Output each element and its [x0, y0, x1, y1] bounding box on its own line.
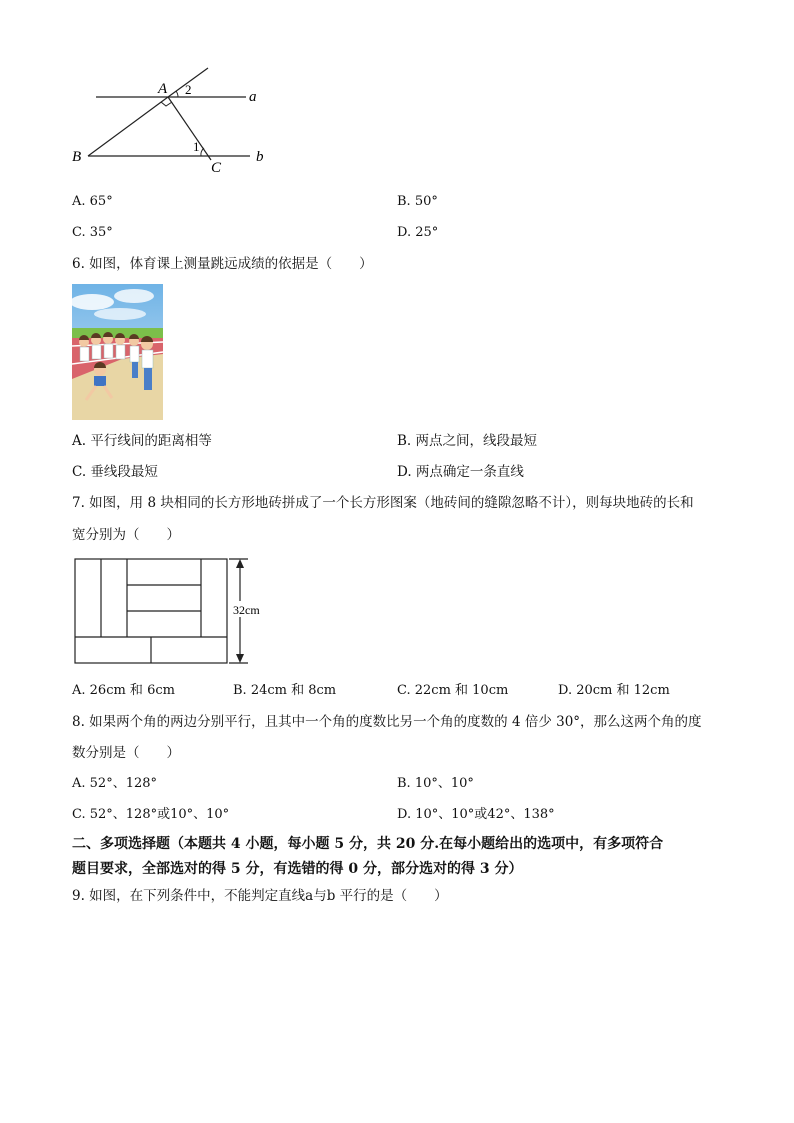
q7-option-b[interactable]: B. 24cm 和 8cm — [233, 683, 337, 698]
label-B: B — [72, 149, 82, 165]
section-2-heading-line2: 题目要求，全部选对的得 5 分，有选错的得 0 分，部分选对的得 3 分） — [72, 861, 523, 877]
long-jump-illustration — [72, 284, 163, 420]
angle-2-arc — [176, 91, 178, 97]
q8-stem-line2: 数分别是（ ） — [72, 745, 180, 761]
q5-option-b[interactable]: B. 50° — [397, 194, 438, 209]
right-angle-mark — [161, 102, 172, 106]
q8-option-c[interactable]: C. 52°、128°或10°、10° — [72, 807, 230, 822]
q6-stem: 6. 如图，体育课上测量跳远成绩的依据是（ ） — [72, 256, 373, 272]
q7-option-d[interactable]: D. 20cm 和 12cm — [558, 683, 670, 698]
q7-option-a[interactable]: A. 26cm 和 6cm — [72, 683, 175, 698]
q7-stem-line2: 宽分别为（ ） — [72, 527, 180, 543]
q9-stem: 9. 如图，在下列条件中，不能判定直线a与b 平行的是（ ） — [72, 888, 448, 904]
q6-option-d[interactable]: D. 两点确定一条直线 — [397, 464, 524, 480]
q6-option-b[interactable]: B. 两点之间，线段最短 — [397, 433, 538, 449]
section-2-heading-line1: 二、多项选择题（本题共 4 小题，每小题 5 分，共 20 分.在每小题给出的选项中，有多项符合 — [72, 836, 664, 852]
q5-option-c[interactable]: C. 35° — [72, 225, 113, 240]
q6-option-c[interactable]: C. 垂线段最短 — [72, 464, 158, 480]
q5-option-d[interactable]: D. 25° — [397, 225, 439, 240]
label-angle-2: 2 — [185, 82, 192, 97]
q6-option-a[interactable]: A. 平行线间的距离相等 — [72, 433, 212, 449]
q8-option-a[interactable]: A. 52°、128° — [72, 776, 158, 791]
q5-option-a[interactable]: A. 65° — [72, 194, 113, 209]
q8-stem-line1: 8. 如果两个角的两边分别平行，且其中一个角的度数比另一个角的度数的 4 倍少 30°，那么这两个角的度 — [72, 714, 702, 730]
dimension-label: 32cm — [233, 603, 260, 617]
q7-stem-line1: 7. 如图，用 8 块相同的长方形地砖拼成了一个长方形图案（地砖间的缝隙忽略不计），则每块地砖的长和 — [72, 495, 694, 511]
segment-ac — [168, 97, 211, 160]
q7-option-c[interactable]: C. 22cm 和 10cm — [397, 683, 509, 698]
label-angle-1: 1 — [193, 139, 200, 154]
q5-figure — [60, 60, 280, 180]
label-A: A — [158, 81, 168, 97]
segment-ab — [88, 97, 168, 156]
label-b: b — [256, 149, 264, 165]
label-C: C — [211, 160, 222, 176]
q7-tile-figure — [70, 554, 280, 670]
q8-option-d[interactable]: D. 10°、10°或42°、138° — [397, 807, 555, 822]
q8-option-b[interactable]: B. 10°、10° — [397, 776, 474, 791]
label-a: a — [249, 89, 257, 105]
